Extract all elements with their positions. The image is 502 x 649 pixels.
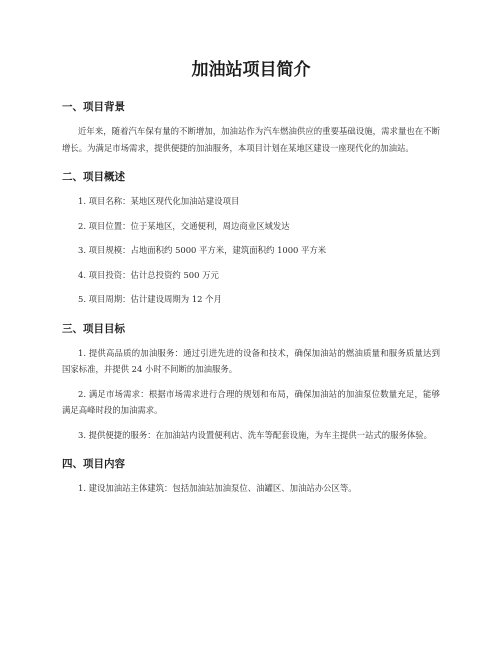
- list-item: 5. 项目周期：估计建设周期为 12 个月: [78, 294, 222, 304]
- section-project-overview: [62, 170, 440, 308]
- list-item: 3. 项目规模：占地面积约 5000 平方米，建筑面积约 1000 平方米: [78, 245, 327, 255]
- document-title: 加油站项目简介: [191, 60, 311, 80]
- section-heading: 四、项目内容: [62, 458, 125, 470]
- list-item: 3. 提供便捷的服务：在加油站内设置便利店、洗车等配套设施，为车主提供一站式的服务体验。: [78, 429, 433, 440]
- content-list: [62, 480, 440, 497]
- list-item: 2. 满足市场需求：根据市场需求进行合理的规划和布局，确保加油站的加油泵位数量充足，能够满足高峰时段的加油需求。: [62, 388, 440, 415]
- overview-list: [62, 193, 440, 308]
- section-heading: 一、项目背景: [62, 101, 125, 113]
- section-heading: 二、项目概述: [62, 171, 125, 183]
- list-item: 1. 项目名称：某地区现代化加油站建设项目: [78, 196, 240, 206]
- list-item: 4. 项目投资：估计总投资约 500 万元: [78, 269, 219, 280]
- list-item: 1. 建设加油站主体建筑：包括加油站加油泵位、油罐区、加油站办公区等。: [78, 483, 357, 493]
- goals-list: [62, 345, 440, 444]
- list-item: 1. 提供高品质的加油服务：通过引进先进的设备和技术，确保加油站的燃油质量和服务质量达到国家标准，并提供 24 小时不间断的加油服务。: [62, 347, 440, 374]
- list-item: 2. 项目位置：位于某地区，交通便利，周边商业区域发达: [78, 220, 290, 231]
- section-project-background: [62, 100, 440, 156]
- section-project-goals: [62, 322, 440, 444]
- section-heading: 三、项目目标: [62, 322, 125, 335]
- background-paragraph: 近年来，随着汽车保有量的不断增加，加油站作为汽车燃油供应的重要基础设施，需求量也在不断增长。为满足市场需求，提供便捷的加油服务，本项目计划在某地区建设一座现代化的加油站。: [62, 126, 440, 153]
- section-project-content: [62, 457, 440, 497]
